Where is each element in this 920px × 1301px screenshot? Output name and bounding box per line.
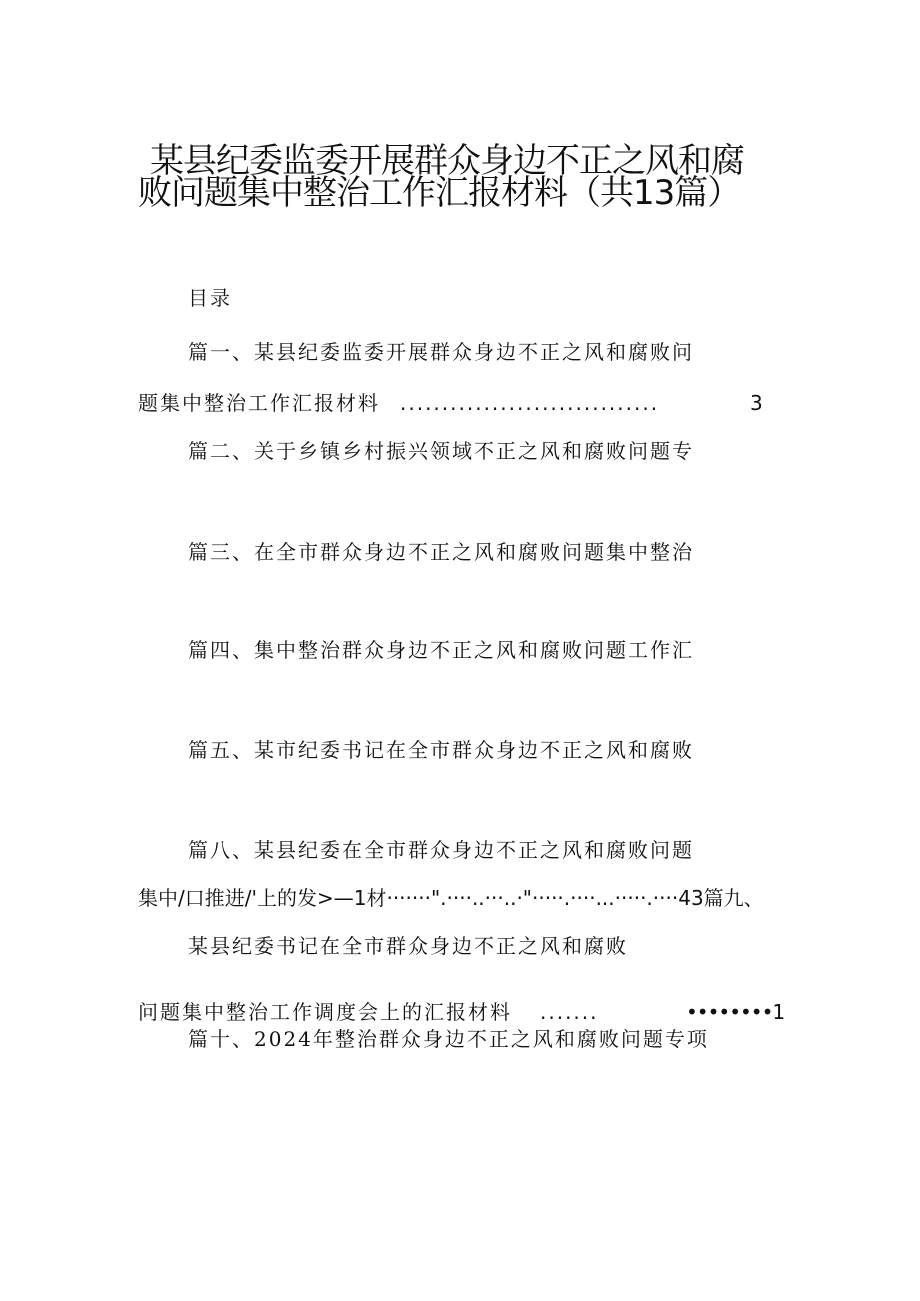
toc-entry-7-line-1[interactable]: 某县纪委书记在全市群众身边不正之风和腐败 bbox=[188, 934, 628, 958]
toc-entry-8-line-1[interactable]: 篇十、2024年整治群众身边不正之风和腐败问题专项 bbox=[188, 1027, 709, 1051]
toc-entry-6-line-1[interactable]: 篇八、某县纪委在全市群众身边不正之风和腐败问题 bbox=[188, 838, 694, 862]
toc-entry-1-line-1[interactable]: 篇一、某县纪委监委开展群众身边不正之风和腐败问 bbox=[188, 340, 694, 364]
toc-entry-2-line-1[interactable]: 篇二、关于乡镇乡村振兴领域不正之风和腐败问题专 bbox=[188, 439, 694, 463]
toc-entry-1-page-number: 3 bbox=[750, 391, 763, 415]
toc-entry-1-line-2[interactable]: 题集中整治工作汇报材料 bbox=[138, 391, 380, 415]
toc-entry-4-line-1[interactable]: 篇四、集中整治群众身边不正之风和腐败问题工作汇 bbox=[188, 638, 694, 662]
toc-entry-3-line-1[interactable]: 篇三、在全市群众身边不正之风和腐败问题集中整治 bbox=[188, 540, 694, 564]
toc-entry-7-leader-dots: ....... bbox=[540, 1000, 599, 1024]
toc-entry-7-line-2[interactable]: 问题集中整治工作调度会上的汇报材料 bbox=[138, 1000, 512, 1024]
toc-heading: 目录 bbox=[188, 286, 232, 310]
toc-entry-7-page-number: ••••••••1 bbox=[686, 1000, 785, 1024]
toc-entry-6-line-2[interactable]: 集中/口推进/'上的发>—1材·······".····..···..·"·····.····...·····.····43篇九、 bbox=[138, 886, 764, 910]
document-title-line-1: 某县纪委监委开展群众身边不正之风和腐 bbox=[150, 141, 744, 181]
toc-entry-1-leader-dots: ............................... bbox=[400, 391, 660, 415]
toc-entry-5-line-1[interactable]: 篇五、某市纪委书记在全市群众身边不正之风和腐败 bbox=[188, 738, 694, 762]
document-title-line-2: 败问题集中整治工作汇报材料（共13篇） bbox=[138, 173, 741, 213]
